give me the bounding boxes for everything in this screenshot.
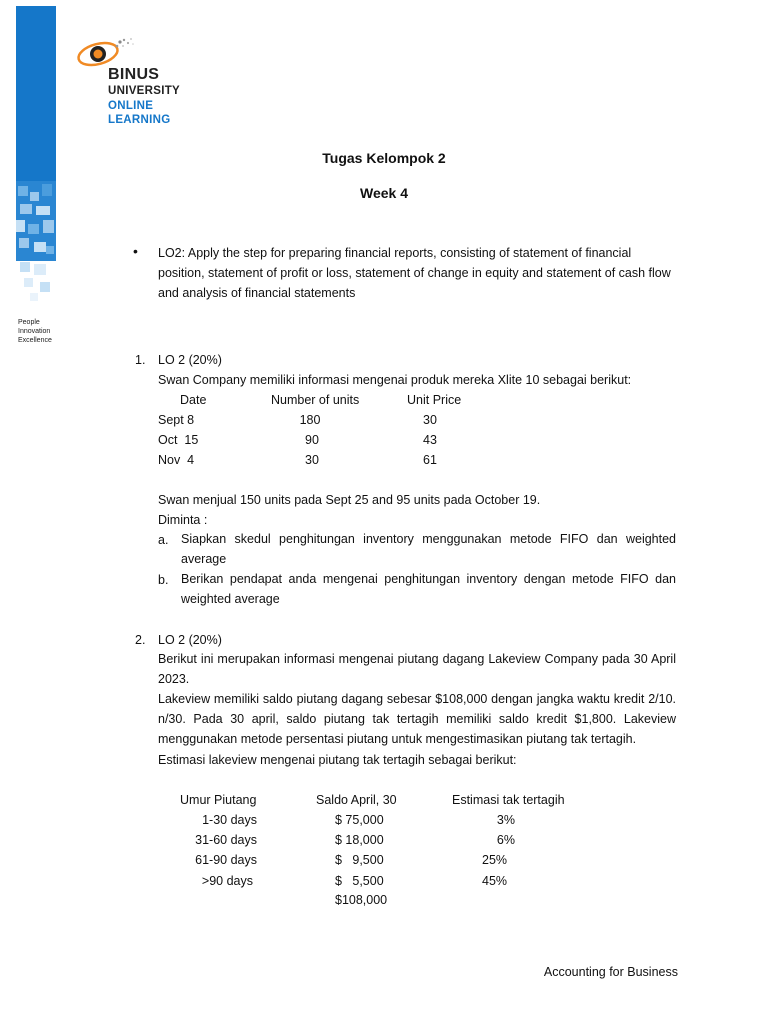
table-header: Estimasi tak tertagih <box>452 793 565 807</box>
table-header: Saldo April, 30 <box>316 793 397 807</box>
tagline-line: People <box>18 319 40 326</box>
table-total: $108,000 <box>335 893 388 907</box>
question-heading: LO 2 (20%) <box>158 633 222 647</box>
question-intro: Swan Company memiliki informasi mengenai produk mereka Xlite 10 sebagai berikut: <box>158 373 632 387</box>
decorative-strip <box>16 6 56 301</box>
table-cell: $ 5,500 <box>335 874 384 888</box>
table-cell: 30 <box>423 413 437 427</box>
logo-text-online: ONLINE <box>108 100 154 112</box>
lo-statement: LO2: Apply the step for preparing financial reports, consisting of statement of financial position, statement of profit or loss, statement of change in equity and statement of cash flow and analysis of financial statements <box>158 246 671 300</box>
table-cell: Nov 4 <box>158 453 195 467</box>
question-paragraph: Berikut ini merupakan informasi mengenai piutang dagang Lakeview Company pada 30 April 2023. <box>158 652 676 686</box>
tagline-line: Excellence <box>18 337 52 344</box>
question-paragraph: Lakeview memiliki saldo piutang dagang sebesar $108,000 dengan jangka waktu kredit 2/10. n/30. Pada 30 april, saldo piutang tak tertagih memiliki saldo kredit $1,800. Lakeview menggunakan metode persentasi piutang untuk mengestimasikan piutang tak tertagih. <box>158 692 676 746</box>
question-number: 1. <box>135 353 146 367</box>
table-cell: 31-60 days <box>195 833 257 847</box>
logo-text-university: UNIVERSITY <box>108 85 181 97</box>
table-cell: $ 18,000 <box>335 833 384 847</box>
list-item-label: b. <box>158 573 169 587</box>
table-cell: 180 <box>299 413 321 427</box>
question-number: 2. <box>135 633 146 647</box>
table-cell: 1-30 days <box>202 813 257 827</box>
table-header: Umur Piutang <box>180 793 257 807</box>
logo-text-binus: BINUS <box>108 66 160 83</box>
document-subtitle: Week 4 <box>360 185 408 201</box>
question-paragraph: Estimasi lakeview mengenai piutang tak tertagih sebagai berikut: <box>158 753 517 767</box>
table-header: Date <box>180 393 207 407</box>
page-footer: Accounting for Business <box>543 965 678 979</box>
question-heading: LO 2 (20%) <box>158 353 222 367</box>
logo-text-learning: LEARNING <box>108 114 171 126</box>
table-cell: 90 <box>305 433 319 447</box>
table-cell: 6% <box>496 833 515 847</box>
sales-statement: Swan menjual 150 units pada Sept 25 and 95 units pada October 19. <box>158 493 541 507</box>
table-cell: 43 <box>423 433 437 447</box>
table-cell: 61-90 days <box>195 853 257 867</box>
table-cell: Sept 8 <box>158 413 195 427</box>
document-title: Tugas Kelompok 2 <box>322 150 446 166</box>
table-cell: >90 days <box>201 874 253 888</box>
table-cell: $ 75,000 <box>335 813 384 827</box>
diminta-label: Diminta : <box>158 513 208 527</box>
table-cell: 45% <box>482 874 508 888</box>
table-cell: 61 <box>423 453 437 467</box>
tagline-line: Innovation <box>18 328 51 335</box>
bullet-icon: • <box>133 243 138 259</box>
table-cell: $ 9,500 <box>335 853 384 867</box>
table-header: Unit Price <box>407 393 462 407</box>
table-header: Number of units <box>271 393 360 407</box>
list-item-text: Berikan pendapat anda mengenai penghitungan inventory dengan metode FIFO dan weighted average <box>181 572 676 606</box>
table-cell: 3% <box>496 813 515 827</box>
list-item-text: Siapkan skedul penghitungan inventory menggunakan metode FIFO dan weighted average <box>181 532 676 566</box>
table-cell: 30 <box>305 453 319 467</box>
list-item-label: a. <box>158 533 169 547</box>
table-cell: Oct 15 <box>158 433 199 447</box>
table-cell: 25% <box>482 853 508 867</box>
